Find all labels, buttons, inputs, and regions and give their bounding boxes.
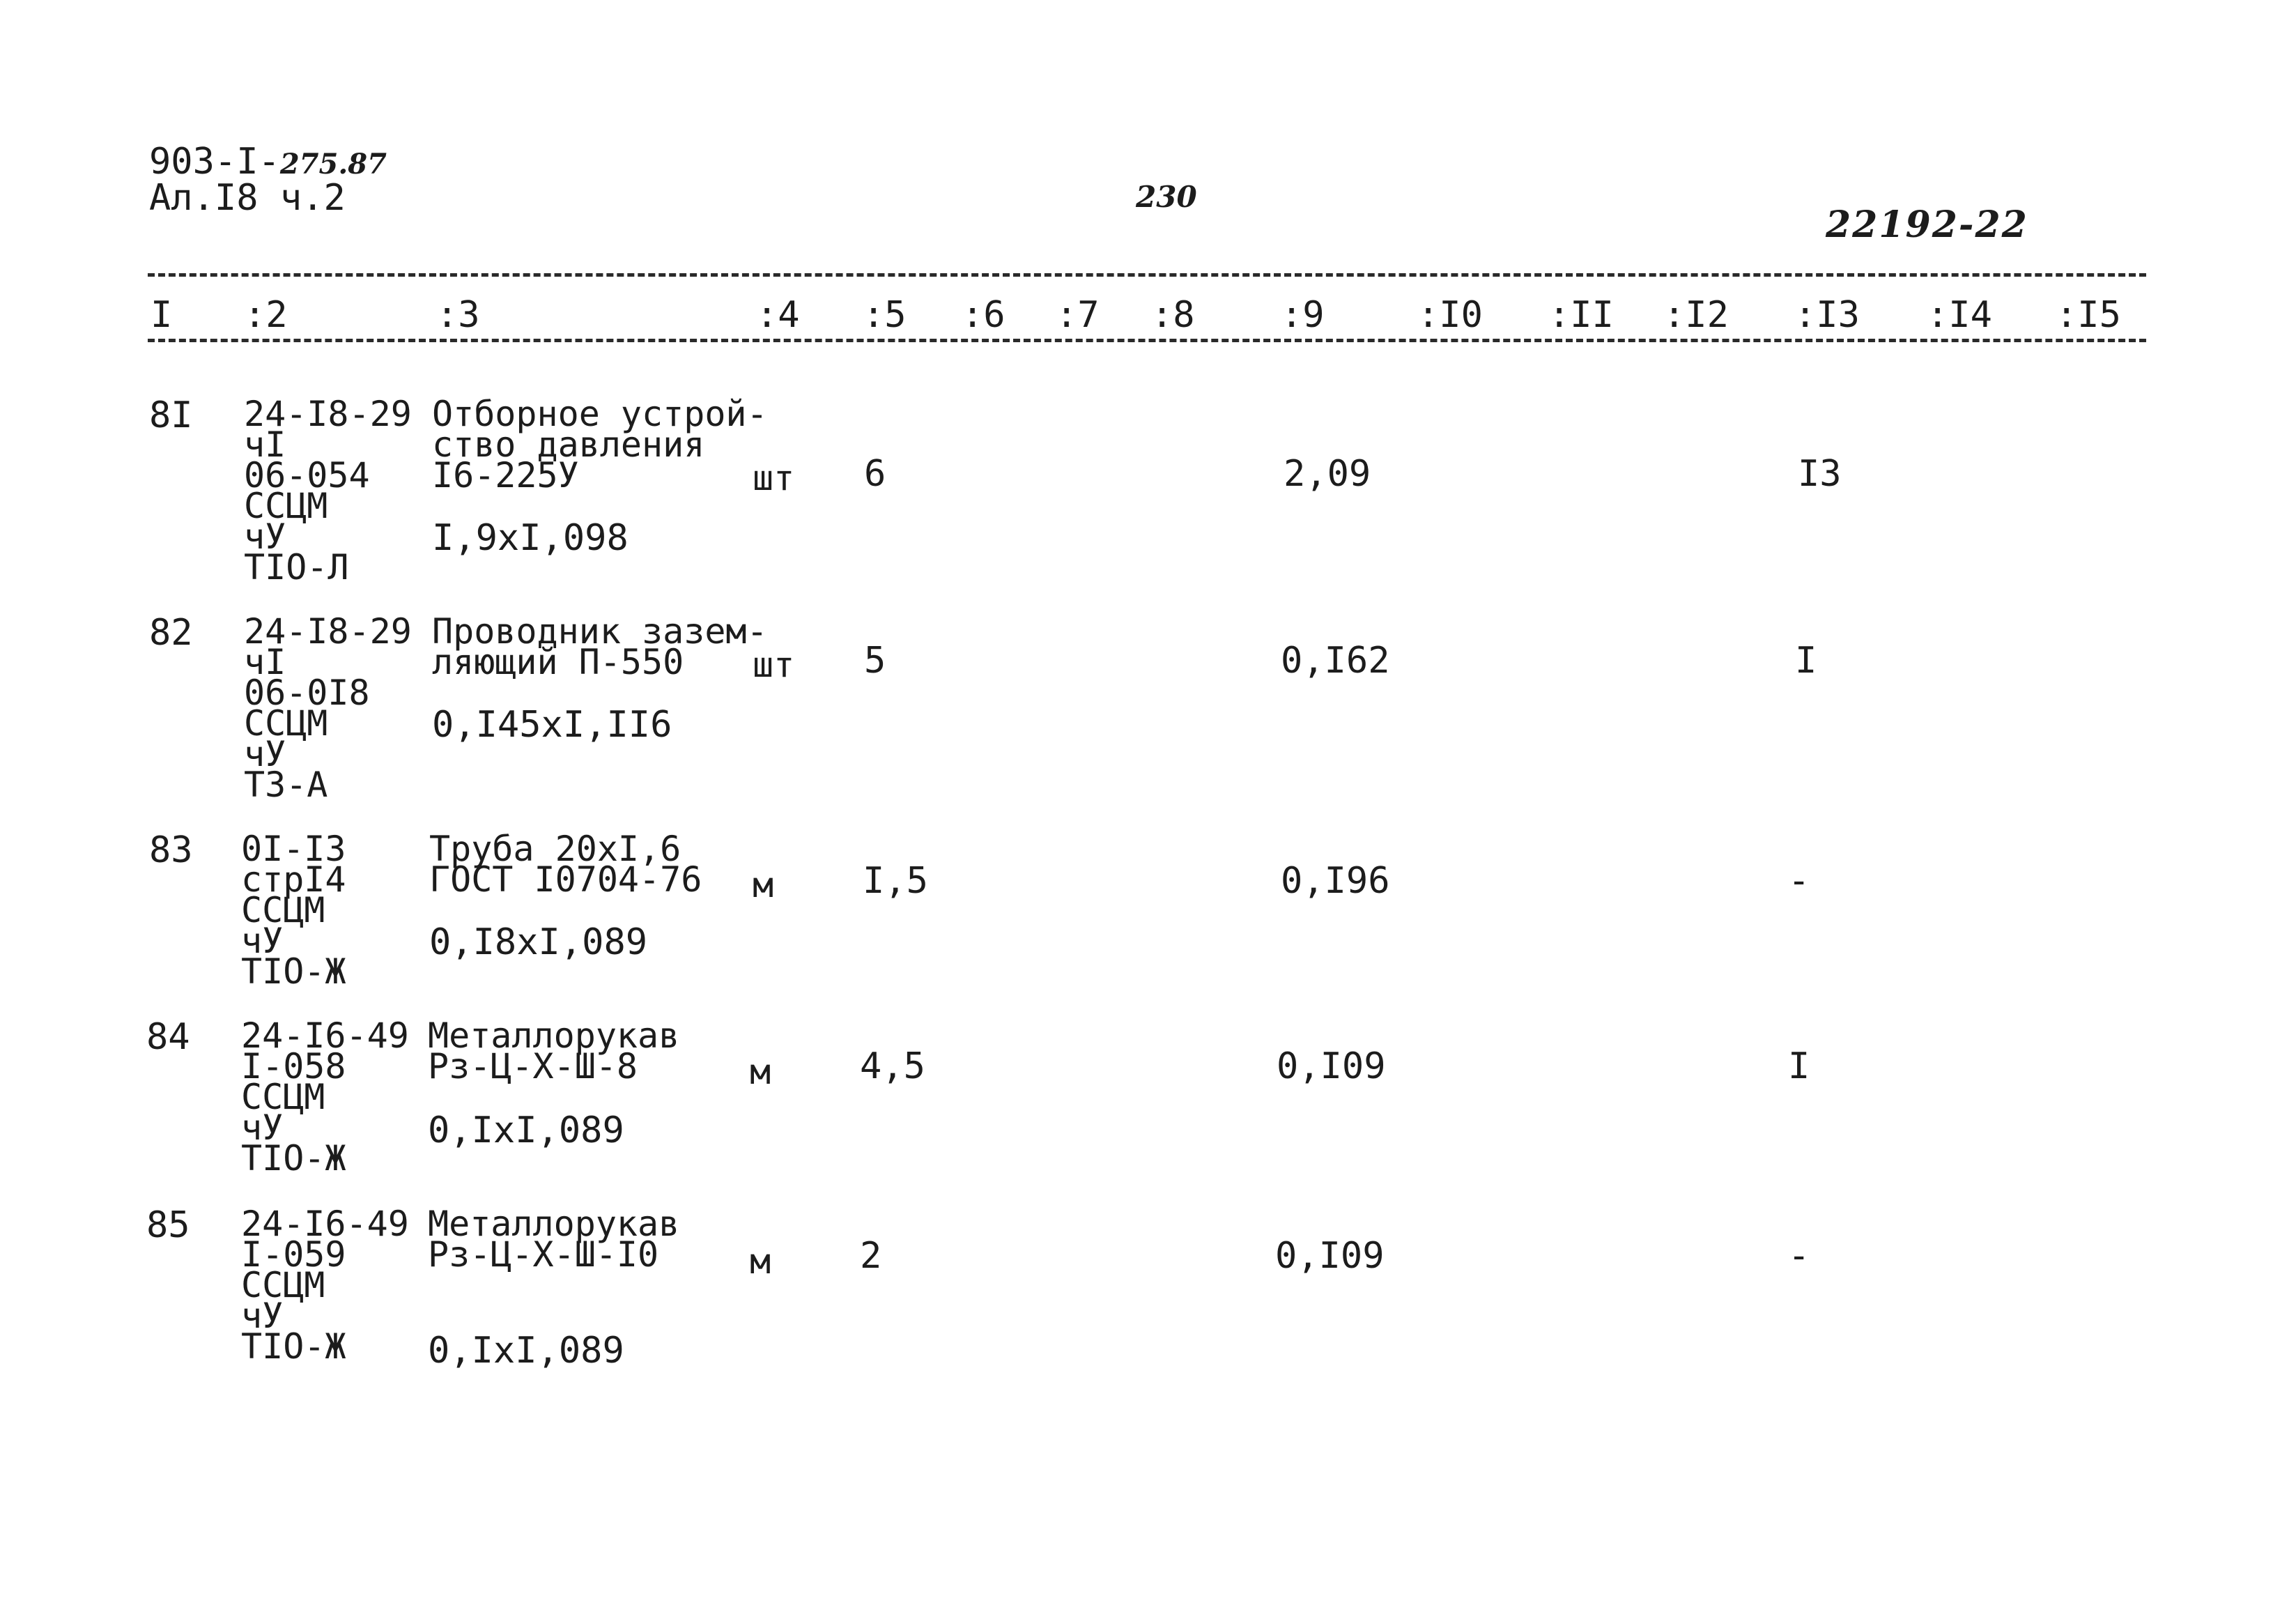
rate-code-line: ССЦМ xyxy=(244,486,328,526)
item-name-line: ГОСТ I0704-76 xyxy=(429,859,702,900)
album-label: Ал.I8 ч.2 xyxy=(149,177,346,219)
rate-code-line: чI xyxy=(244,642,286,682)
unit-price: 0,I09 xyxy=(1277,1045,1386,1087)
rate-code-line: I-058 xyxy=(241,1046,346,1087)
column-13-value: I3 xyxy=(1798,453,1842,495)
item-name-line: Металлорукав xyxy=(428,1015,680,1056)
column-13-value: - xyxy=(1788,1235,1810,1277)
header-rule-bottom xyxy=(148,339,2146,342)
column-header-12: :I2 xyxy=(1663,294,1729,336)
quantity: 2 xyxy=(860,1235,882,1277)
column-header-14: :I4 xyxy=(1927,294,1992,336)
rate-code-line: 24-I8-29 xyxy=(244,394,412,434)
item-name-line: Отборное устрой- xyxy=(432,394,768,434)
unit: м xyxy=(753,865,774,905)
column-header-10: :I0 xyxy=(1417,294,1483,336)
rate-code-line: чУ xyxy=(244,734,286,774)
rate-code-line: ССЦМ xyxy=(241,1265,325,1305)
column-header-3: :3 xyxy=(436,294,480,336)
row-number: 8I xyxy=(149,394,193,436)
rate-code-line: чУ xyxy=(241,921,284,961)
item-name-line: Труба 20xI,6 xyxy=(429,829,681,869)
rate-code-line: ССЦМ xyxy=(241,890,325,930)
item-name-line: I6-225У xyxy=(432,455,579,496)
rate-code-line: стрI4 xyxy=(241,859,346,900)
unit-price: 2,09 xyxy=(1284,453,1371,495)
quantity: 6 xyxy=(864,453,886,495)
rate-code-line: 06-054 xyxy=(244,455,370,496)
row-number: 82 xyxy=(149,612,193,654)
column-header-4: :4 xyxy=(756,294,800,336)
unit-price: 0,I09 xyxy=(1275,1235,1385,1277)
rate-code-line: 0I-I3 xyxy=(241,829,346,869)
rate-code-line: TIO-Ж xyxy=(241,951,346,992)
column-header-13: :I3 xyxy=(1794,294,1860,336)
column-header-6: :6 xyxy=(962,294,1006,336)
row-number: 85 xyxy=(146,1204,190,1246)
rate-code-line: 24-I6-49 xyxy=(241,1204,409,1244)
unit-price: 0,I62 xyxy=(1281,640,1390,682)
document-code-handwritten: 275.87 xyxy=(279,148,387,181)
document-stamp-number: 22192-22 xyxy=(1826,204,2028,246)
column-header-7: :7 xyxy=(1056,294,1100,336)
rate-code-line: 24-I8-29 xyxy=(244,611,412,652)
rate-code-line: TIO-Ж xyxy=(241,1326,346,1367)
unit: шт xyxy=(753,458,795,498)
column-header-2: :2 xyxy=(244,294,288,336)
rate-code-line: ССЦМ xyxy=(244,703,328,744)
row-number: 84 xyxy=(146,1016,190,1058)
rate-code-line: чI xyxy=(244,424,286,465)
rate-code-line: Т3-А xyxy=(244,765,328,805)
coefficient: I,9xI,098 xyxy=(432,517,629,559)
row-number: 83 xyxy=(149,829,193,871)
unit-price: 0,I96 xyxy=(1281,860,1390,902)
column-header-8: :8 xyxy=(1151,294,1195,336)
document-code-prefix: 903-I- xyxy=(149,141,280,183)
column-13-value: - xyxy=(1788,860,1810,902)
rate-code-line: TIO-Л xyxy=(244,547,349,588)
column-header-11: :II xyxy=(1548,294,1614,336)
coefficient: 0,I45xI,II6 xyxy=(432,704,672,746)
column-header-5: :5 xyxy=(863,294,907,336)
rate-code-line: I-059 xyxy=(241,1234,346,1275)
item-name-line: Рз-Ц-Х-Ш-I0 xyxy=(428,1234,659,1275)
coefficient: 0,I8xI,089 xyxy=(429,921,648,963)
unit: м xyxy=(750,1052,771,1092)
header-rule-top xyxy=(148,273,2146,277)
rate-code-line: чУ xyxy=(241,1107,284,1148)
column-13-value: I xyxy=(1795,640,1817,682)
item-name-line: Проводник зазем- xyxy=(432,611,768,652)
unit: шт xyxy=(753,645,795,685)
rate-code-line: чУ xyxy=(244,516,286,557)
page-number: 230 xyxy=(1136,180,1197,214)
column-header-9: :9 xyxy=(1281,294,1325,336)
rate-code-line: ССЦМ xyxy=(241,1077,325,1117)
rate-code-line: чУ xyxy=(241,1296,284,1336)
quantity: 4,5 xyxy=(860,1045,925,1087)
item-name-line: ство давления xyxy=(432,424,705,465)
column-13-value: I xyxy=(1788,1045,1810,1087)
item-name-line: Металлорукав xyxy=(428,1204,680,1244)
rate-code-line: 24-I6-49 xyxy=(241,1015,409,1056)
unit: м xyxy=(750,1241,771,1282)
coefficient: 0,IxI,089 xyxy=(428,1110,624,1151)
column-header-1: I xyxy=(151,294,173,336)
item-name-line: ляющий П-550 xyxy=(432,642,684,682)
coefficient: 0,IxI,089 xyxy=(428,1330,624,1372)
column-header-15: :I5 xyxy=(2056,294,2121,336)
quantity: 5 xyxy=(864,640,886,682)
rate-code-line: TIO-Ж xyxy=(241,1138,346,1179)
item-name-line: Рз-Ц-Х-Ш-8 xyxy=(428,1046,638,1087)
quantity: I,5 xyxy=(863,860,928,902)
rate-code-line: 06-0I8 xyxy=(244,673,370,713)
